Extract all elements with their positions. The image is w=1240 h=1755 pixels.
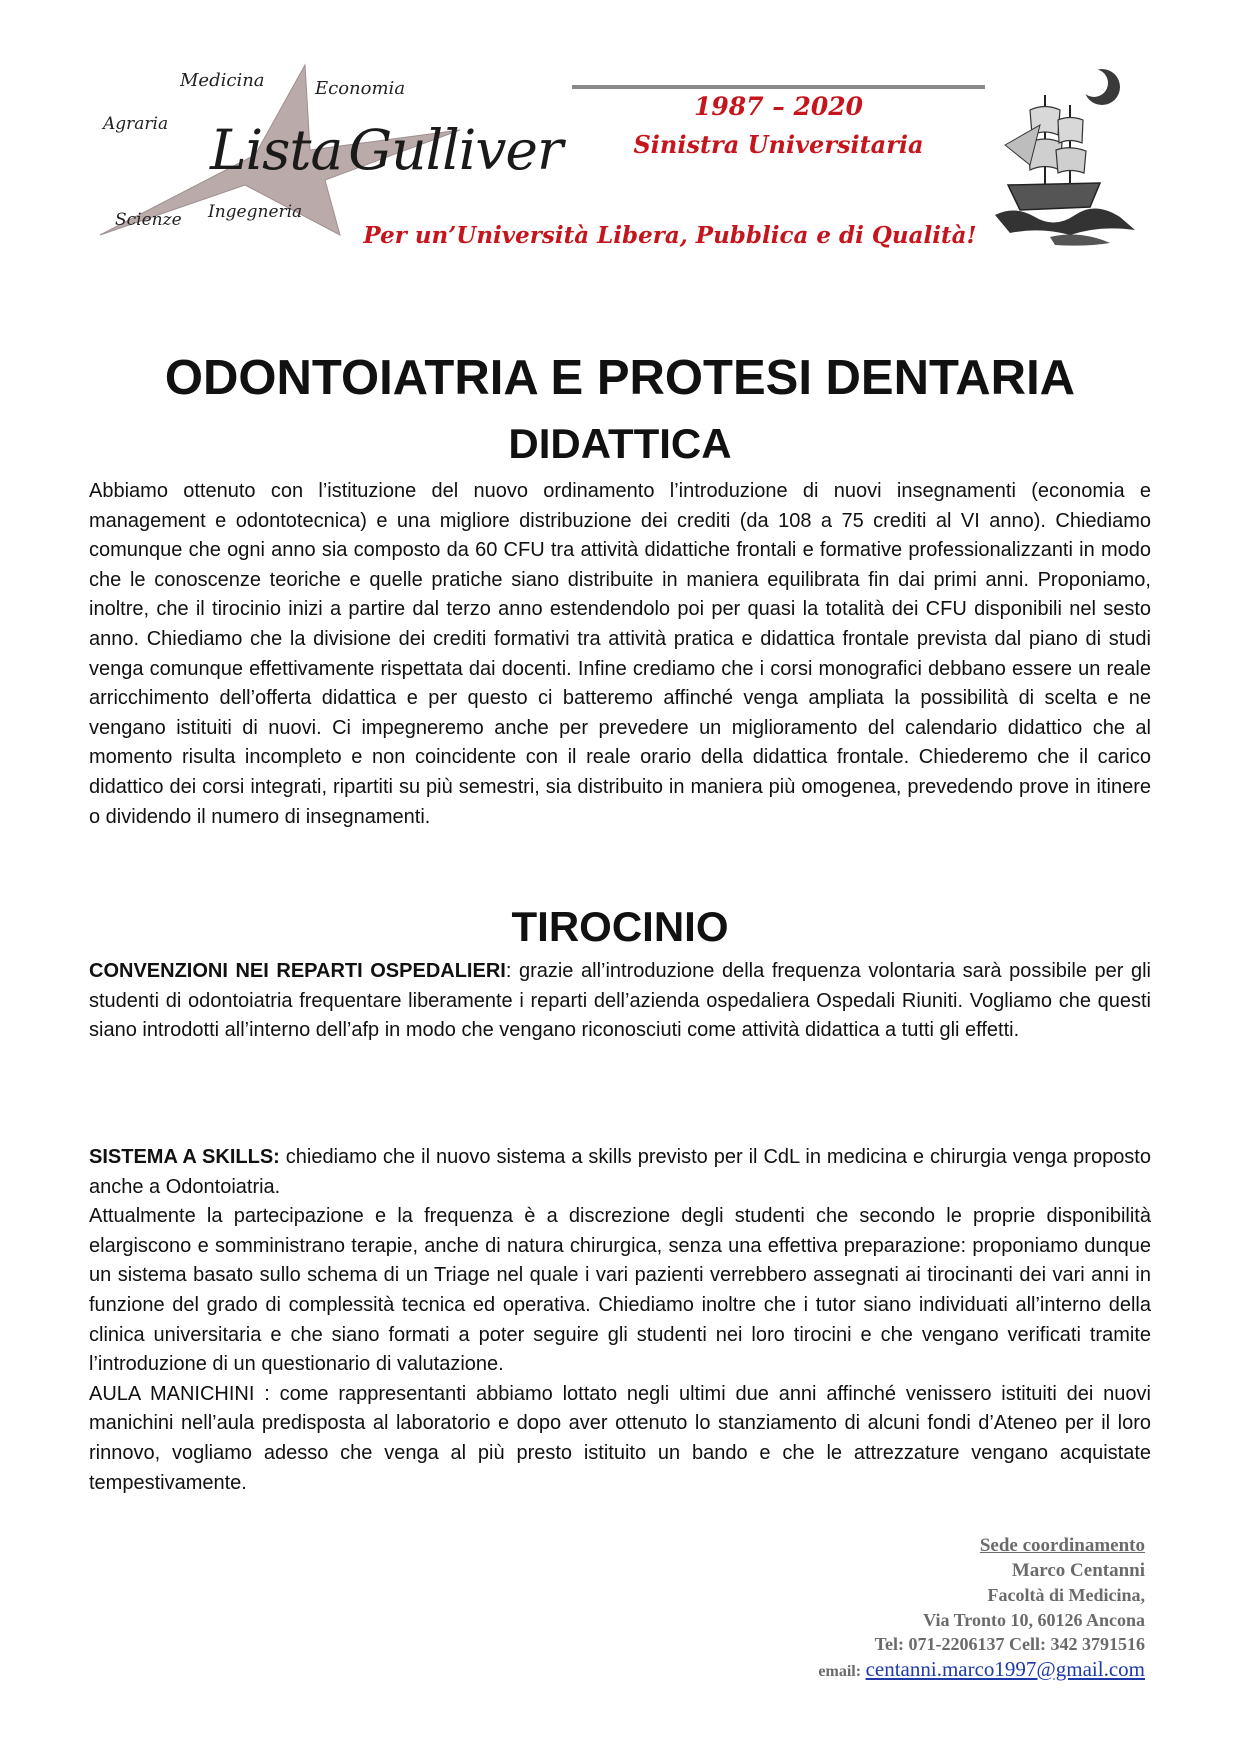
footer-email-link[interactable]: centanni.marco1997@gmail.com xyxy=(865,1656,1145,1681)
header-years: 1987 – 2020 xyxy=(693,92,864,121)
header-slogan: Per un’Università Libera, Pubblica e di Qualità! xyxy=(363,222,977,249)
footer-address: Via Tronto 10, 60126 Ancona xyxy=(923,1609,1145,1630)
skills-text: chiediamo che il nuovo sistema a skills previsto per il CdL in medicina e chirurgia venga proposto anche a Odontoiatria. xyxy=(89,1146,1151,1198)
logo-word-ingegneria: Ingegneria xyxy=(208,202,303,222)
logo-word-economia: Economia xyxy=(315,78,406,99)
aula-manichini-text: AULA MANICHINI : come rappresentanti abbiamo lottato negli ultimi due anni affinché venissero istituiti dei nuovi manichini nell’aula predisposta al laboratorio e dopo aver ottenuto lo stanziamento di alcuni fondi d’Ateneo per il loro rinnovo, vogliamo adesso che venga al più presto istituito un bando e che le attrezzature vengano acquistate tempestivamente. xyxy=(89,1382,1151,1494)
contact-block xyxy=(818,1534,1145,1684)
skills-label: SISTEMA A SKILLS: xyxy=(89,1146,280,1168)
header-rule xyxy=(572,85,985,89)
document-title: ODONTOIATRIA E PROTESI DENTARIA xyxy=(164,351,1076,405)
footer-faculty: Facoltà di Medicina, xyxy=(987,1585,1145,1605)
footer-email-label: email: xyxy=(818,1662,862,1680)
logo-title xyxy=(210,118,562,182)
letterhead xyxy=(0,0,1240,280)
skills-text-2: Attualmente la partecipazione e la frequenza è a discrezione degli studenti che secondo le proprie disponibilità elargiscono e somministrano terapie, anche di natura chirurgica, senza una effettiva preparazione: proponiamo dunque un sistema basato sullo schema di un Triage nel quale i vari pazienti verrebbero assegnati ai tirocinanti dei vari anni in funzione del grado di complessità tecnica ed operativa. Chiediamo inoltre che i tutor siano individuati all’interno della clinica universitaria e che siano formati a poter seguire gli studenti nei loro tirocini e che vengano verificati tramite l’introduzione di un questionario di valutazione. xyxy=(89,1205,1151,1376)
footer-name: Marco Centanni xyxy=(1011,1559,1145,1581)
paragraph-convenzioni xyxy=(89,957,1151,1046)
logo-word-agraria: Agraria xyxy=(103,114,169,134)
logo-title-gulliver: Gulliver xyxy=(348,118,563,182)
convenzioni-text: : grazie all’introduzione della frequenza volontaria sarà possibile per gli studenti di odontoiatria frequentare liberamente i reparti dell’azienda ospedaliera Ospedali Riuniti. Vogliamo che questi siano introdotti all’interno dell’afp in modo che vengano riconosciuti come attività didattica a tutti gli effetti. xyxy=(89,960,1151,1042)
logo-word-medicina: Medicina xyxy=(180,70,265,91)
footer-email-line xyxy=(818,1657,1145,1685)
section-heading-didattica: DIDATTICA xyxy=(508,420,732,467)
paragraph-didattica: Abbiamo ottenuto con l’istituzione del nuovo ordinamento l’introduzione di nuovi insegnamenti (economia e management e odontotecnica) e una migliore distribuzione dei crediti (da 108 a 75 crediti al VI anno). Chiediamo comunque che ogni anno sia composto da 60 CFU tra attività didattiche frontali e formative professionalizzanti in modo che le conoscenze teoriche e quelle pratiche siano distribuite in maniera equilibrata fin dai primi anni. Proponiamo, inoltre, che il tirocinio inizi a partire dal terzo anno estendendolo poi per quasi la totalità dei CFU disponibili nel sesto anno. Chiediamo che la divisione dei crediti formativi tra attività pratica e didattica frontale prevista dal piano di studi venga comunque effettivamente rispettata dai docenti. Infine crediamo che i corsi monografici debbano essere un reale arricchimento dell’offerta didattica e per questo ci batteremo affinché venga ampliata la possibilità di scelta e ne vengano istituiti di nuovi. Ci impegneremo anche per prevedere un miglioramento del calendario didattico che al momento risulta incompleto e non coincidente con il reale orario della didattica frontale. Chiederemo che il carico didattico dei corsi integrati, ripartiti su più semestri, sia distribuito in maniera più omogenea, prevedendo prove in itinere o dividendo il numero di insegnamenti. xyxy=(89,480,1151,828)
logo-word-scienze: Scienze xyxy=(115,210,182,230)
ship-icon xyxy=(990,65,1140,250)
convenzioni-label: CONVENZIONI NEI REPARTI OSPEDALIERI xyxy=(89,960,506,982)
header-subtitle: Sinistra Universitaria xyxy=(633,130,924,159)
section-heading-tirocinio: TIROCINIO xyxy=(511,903,729,950)
footer-heading: Sede coordinamento xyxy=(979,1535,1145,1556)
footer-phones: Tel: 071-2206137 Cell: 342 3791516 xyxy=(874,1634,1145,1654)
paragraph-skills xyxy=(89,1143,1151,1498)
logo-title-lista: Lista xyxy=(210,118,343,182)
